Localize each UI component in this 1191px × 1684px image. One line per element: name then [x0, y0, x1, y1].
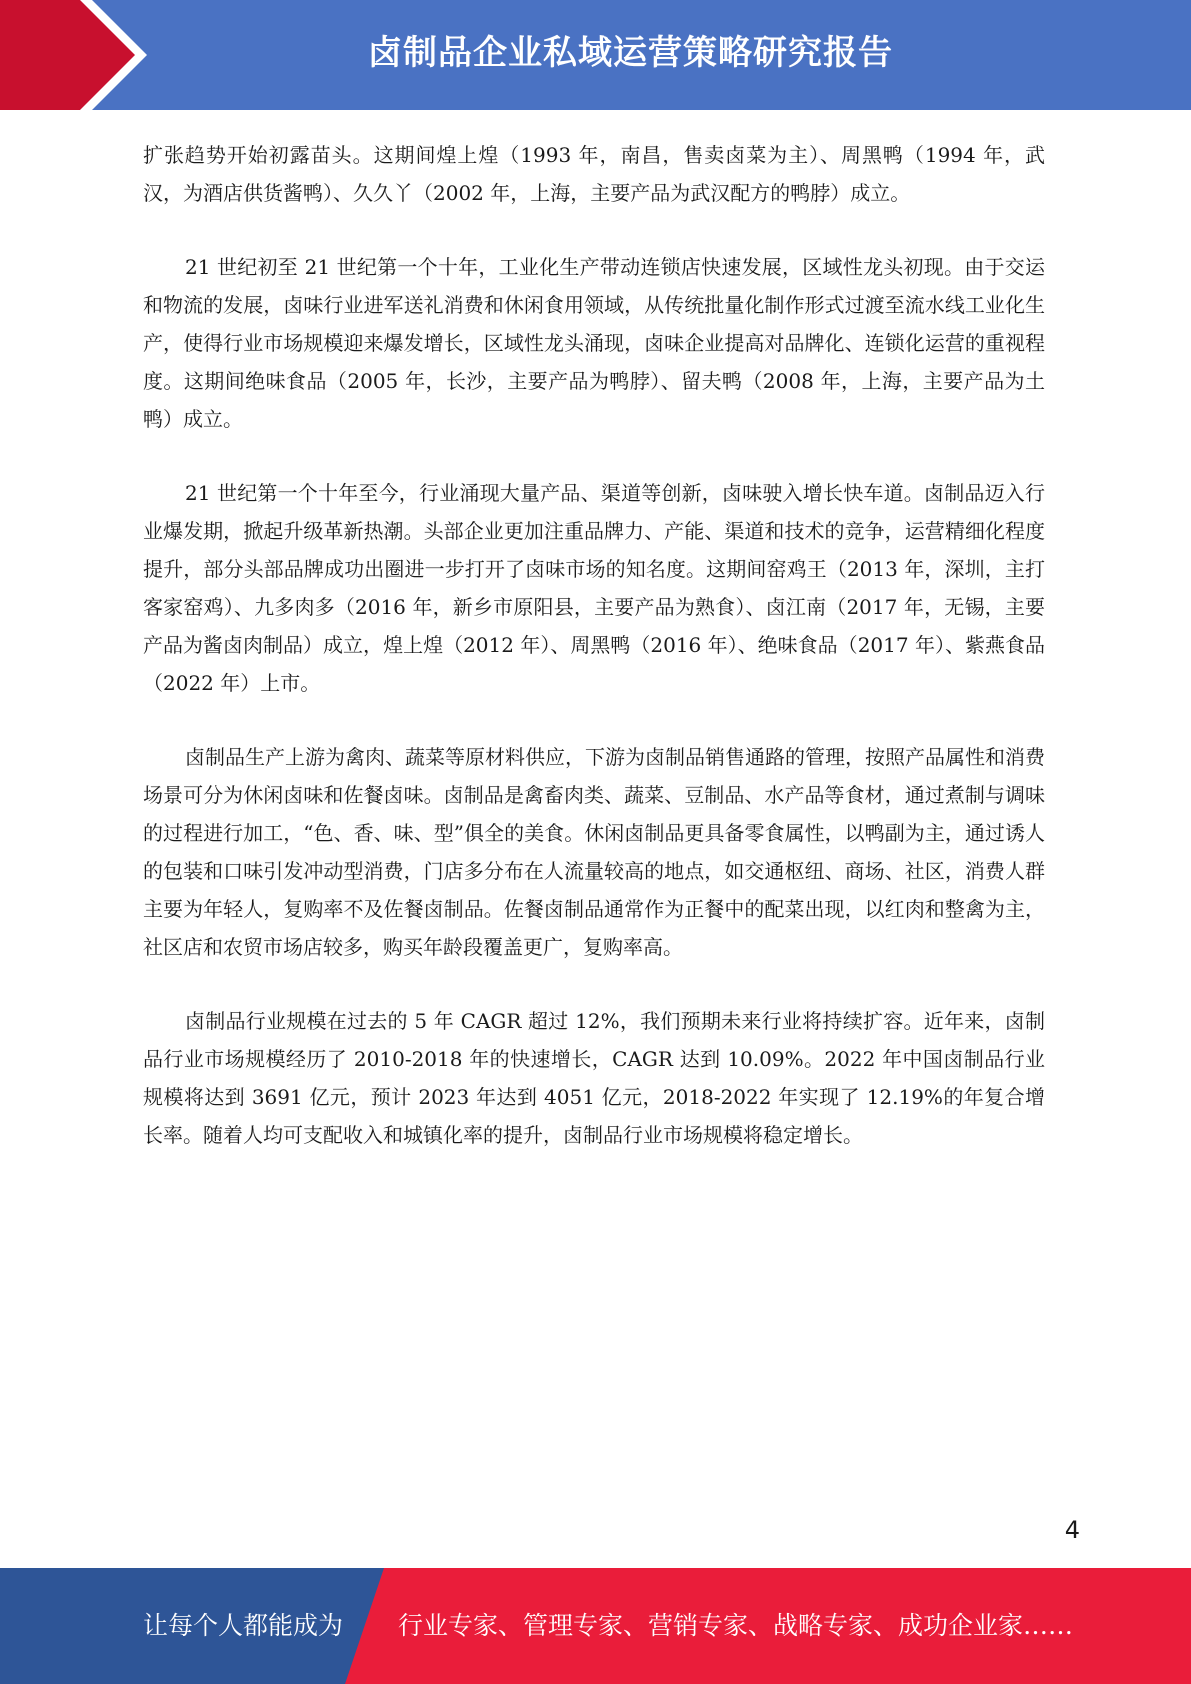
footer-slogan-left: 让每个人都能成为: [143, 1611, 344, 1640]
page-number: 4: [1064, 1516, 1080, 1544]
body-text: [143, 136, 1045, 1190]
paragraph-5: 卤制品行业规模在过去的 5 年 CAGR 超过 12%，我们预期未来行业将持续扩容。近年来，卤制品行业市场规模经历了 2010-2018 年的快速增长，CAGR 达到 10.09%。2022 年中国卤制品行业规模将达到 3691 亿元，预计 2023 年达到 4051 亿元，2018-2022 年实现了 12.19%的年复合增长率。随着人均可支配收入和城镇化率的提升，卤制品行业市场规模将稳定增长。: [143, 1009, 1045, 1147]
footer-slogan-right: 行业专家、管理专家、营销专家、战略专家、成功企业家……: [398, 1611, 1074, 1640]
report-title: 卤制品企业私域运营策略研究报告: [368, 33, 893, 73]
paragraph-3: 21 世纪第一个十年至今，行业涌现大量产品、渠道等创新，卤味驶入增长快车道。卤制品迈入行业爆发期，掀起升级革新热潮。头部企业更加注重品牌力、产能、渠道和技术的竞争，运营精细化程度提升，部分头部品牌成功出圈进一步打开了卤味市场的知名度。这期间窑鸡王（2013 年，深圳，主打客家窑鸡）、九多肉多（2016 年，新乡市原阳县，主要产品为熟食）、卤江南（2017 年，无锡，主要产品为酱卤肉制品）成立，煌上煌（2012 年）、周黑鸭（2016 年）、绝味食品（2017 年）、紫燕食品（2022 年）上市。: [143, 481, 1045, 695]
paragraph-4: 卤制品生产上游为禽肉、蔬菜等原材料供应，下游为卤制品销售通路的管理，按照产品属性和消费场景可分为休闲卤味和佐餐卤味。卤制品是禽畜肉类、蔬菜、豆制品、水产品等食材，通过煮制与调味的过程进行加工，“色、香、味、型”俱全的美食。休闲卤制品更具备零食属性，以鸭副为主，通过诱人的包装和口味引发冲动型消费，门店多分布在人流量较高的地点，如交通枢纽、商场、社区，消费人群主要为年轻人，复购率不及佐餐卤制品。佐餐卤制品通常作为正餐中的配菜出现，以红肉和整禽为主，社区店和农贸市场店较多，购买年龄段覆盖更广，复购率高。: [143, 745, 1045, 959]
paragraph-2: 21 世纪初至 21 世纪第一个十年，工业化生产带动连锁店快速发展，区域性龙头初现。由于交运和物流的发展，卤味行业进军送礼消费和休闲食用领域，从传统批量化制作形式过渡至流水线工业化生产，使得行业市场规模迎来爆发增长，区域性龙头涌现，卤味企业提高对品牌化、连锁化运营的重视程度。这期间绝味食品（2005 年，长沙，主要产品为鸭脖）、留夫鸭（2008 年，上海，主要产品为土鸭）成立。: [143, 255, 1045, 431]
paragraph-1: 扩张趋势开始初露苗头。这期间煌上煌（1993 年，南昌，售卖卤菜为主）、周黑鸭（1994 年，武汉，为酒店供货酱鸭）、久久丫（2002 年，上海，主要产品为武汉配方的鸭脖）成立。: [143, 143, 1045, 205]
page-footer: [0, 1568, 1191, 1684]
page-header: [0, 0, 1191, 110]
